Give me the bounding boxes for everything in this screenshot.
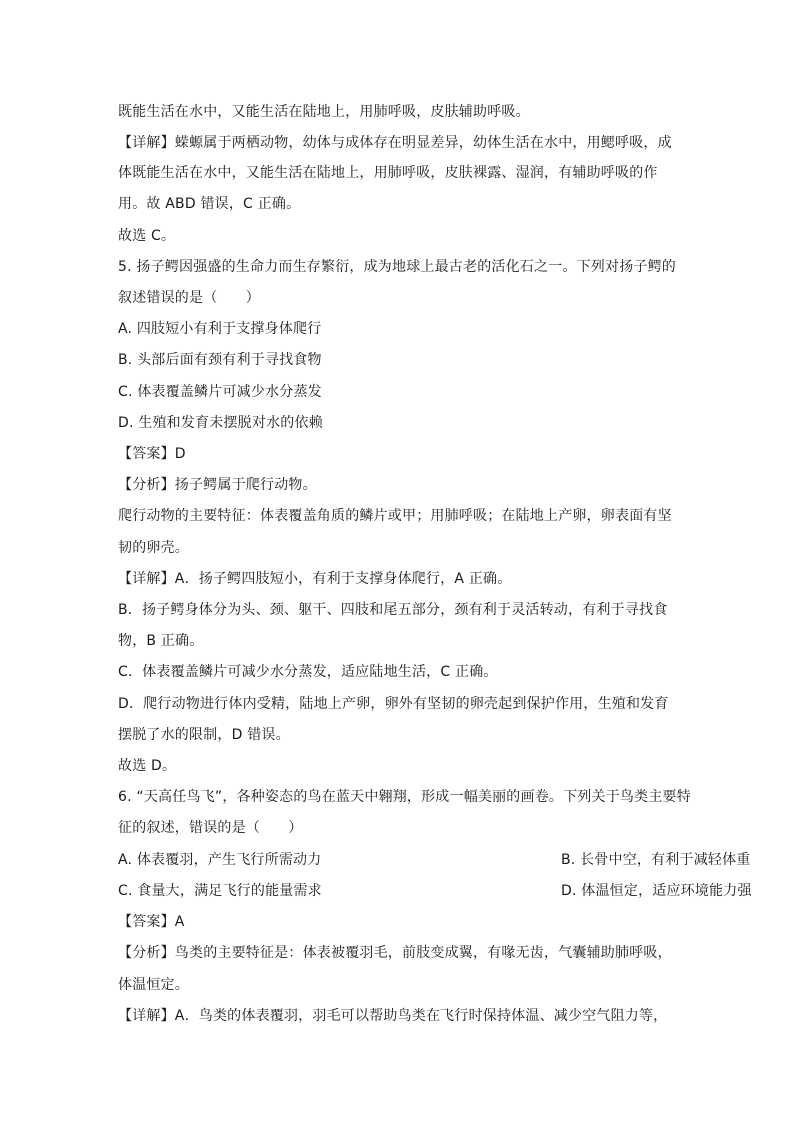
text-line: 既能生活在水中，又能生活在陆地上，用肺呼吸，皮肤辅助呼吸。 bbox=[118, 104, 530, 120]
answer-label: 【答案】D bbox=[118, 446, 186, 462]
question-6-options-row bbox=[118, 850, 751, 870]
question-5-option-a: A. 四肢短小有利于支撑身体爬行 bbox=[118, 321, 322, 337]
analysis-text: 体温恒定。 bbox=[118, 977, 189, 993]
question-5-option-c: C. 体表覆盖鳞片可减少水分蒸发 bbox=[118, 384, 322, 400]
question-6-option-c: C. 食量大，满足飞行的能量需求 bbox=[118, 883, 322, 899]
analysis-text: 韧的卵壳。 bbox=[118, 540, 189, 556]
question-5-stem: 叙述错误的是（ ） bbox=[118, 290, 260, 306]
question-5-option-b: B. 头部后面有颈有利于寻找食物 bbox=[118, 352, 322, 368]
text-line: 用。故 ABD 错误，C 正确。 bbox=[118, 196, 301, 212]
question-6-options-row bbox=[118, 881, 752, 901]
explanation-text: D．爬行动物进行体内受精，陆地上产卵，卵外有坚韧的卵壳起到保护作用，生殖和发育 bbox=[118, 696, 669, 712]
analysis-text: 【分析】扬子鳄属于爬行动物。 bbox=[118, 477, 317, 493]
explanation-text: 摆脱了水的限制，D 错误。 bbox=[118, 727, 290, 743]
question-6-option-a: A. 体表覆羽，产生飞行所需动力 bbox=[118, 852, 322, 868]
question-6-option-b: B. 长骨中空，有利于减轻体重 bbox=[561, 852, 751, 868]
explanation-text: 【详解】A．扬子鳄四肢短小，有利于支撑身体爬行，A 正确。 bbox=[118, 571, 512, 587]
explanation-text: 物，B 正确。 bbox=[118, 633, 204, 649]
text-line: 【详解】蝾螈属于两栖动物，幼体与成体存在明显差异，幼体生活在水中，用鳃呼吸，成 bbox=[118, 135, 672, 151]
text-line: 体既能生活在水中，又能生活在陆地上，用肺呼吸，皮肤裸露、湿润，有辅助呼吸的作 bbox=[118, 165, 658, 181]
question-5-option-d: D. 生殖和发育未摆脱对水的依赖 bbox=[118, 415, 323, 431]
explanation-text: C．体表覆盖鳞片可减少水分蒸发，适应陆地生活，C 正确。 bbox=[118, 664, 498, 680]
text-line: 故选 D。 bbox=[118, 758, 177, 774]
question-6-stem: 征的叙述，错误的是（ ） bbox=[118, 820, 303, 836]
question-6-option-d: D. 体温恒定，适应环境能力强 bbox=[561, 883, 752, 899]
text-line: 故选 C。 bbox=[118, 228, 176, 244]
explanation-text: B．扬子鳄身体分为头、颈、躯干、四肢和尾五部分，颈有利于灵活转动，有利于寻找食 bbox=[118, 602, 668, 618]
question-5-stem: 5. 扬子鳄因强盛的生命力而生存繁衍，成为地球上最古老的活化石之一。下列对扬子鳄的 bbox=[118, 259, 677, 275]
explanation-text: 【详解】A．鸟类的体表覆羽，羽毛可以帮助鸟类在飞行时保持体温、减少空气阻力等， bbox=[118, 1008, 668, 1024]
answer-label: 【答案】A bbox=[118, 914, 185, 930]
question-6-stem: 6. “天高任鸟飞”，各种姿态的鸟在蓝天中翱翔，形成一幅美丽的画卷。下列关于鸟类主要特 bbox=[118, 789, 691, 805]
analysis-text: 爬行动物的主要特征：体表覆盖角质的鳞片或甲；用肺呼吸；在陆地上产卵，卵表面有坚 bbox=[118, 508, 672, 524]
analysis-text: 【分析】鸟类的主要特征是：体表被覆羽毛，前肢变成翼，有喙无齿，气囊辅助肺呼吸， bbox=[118, 945, 672, 961]
